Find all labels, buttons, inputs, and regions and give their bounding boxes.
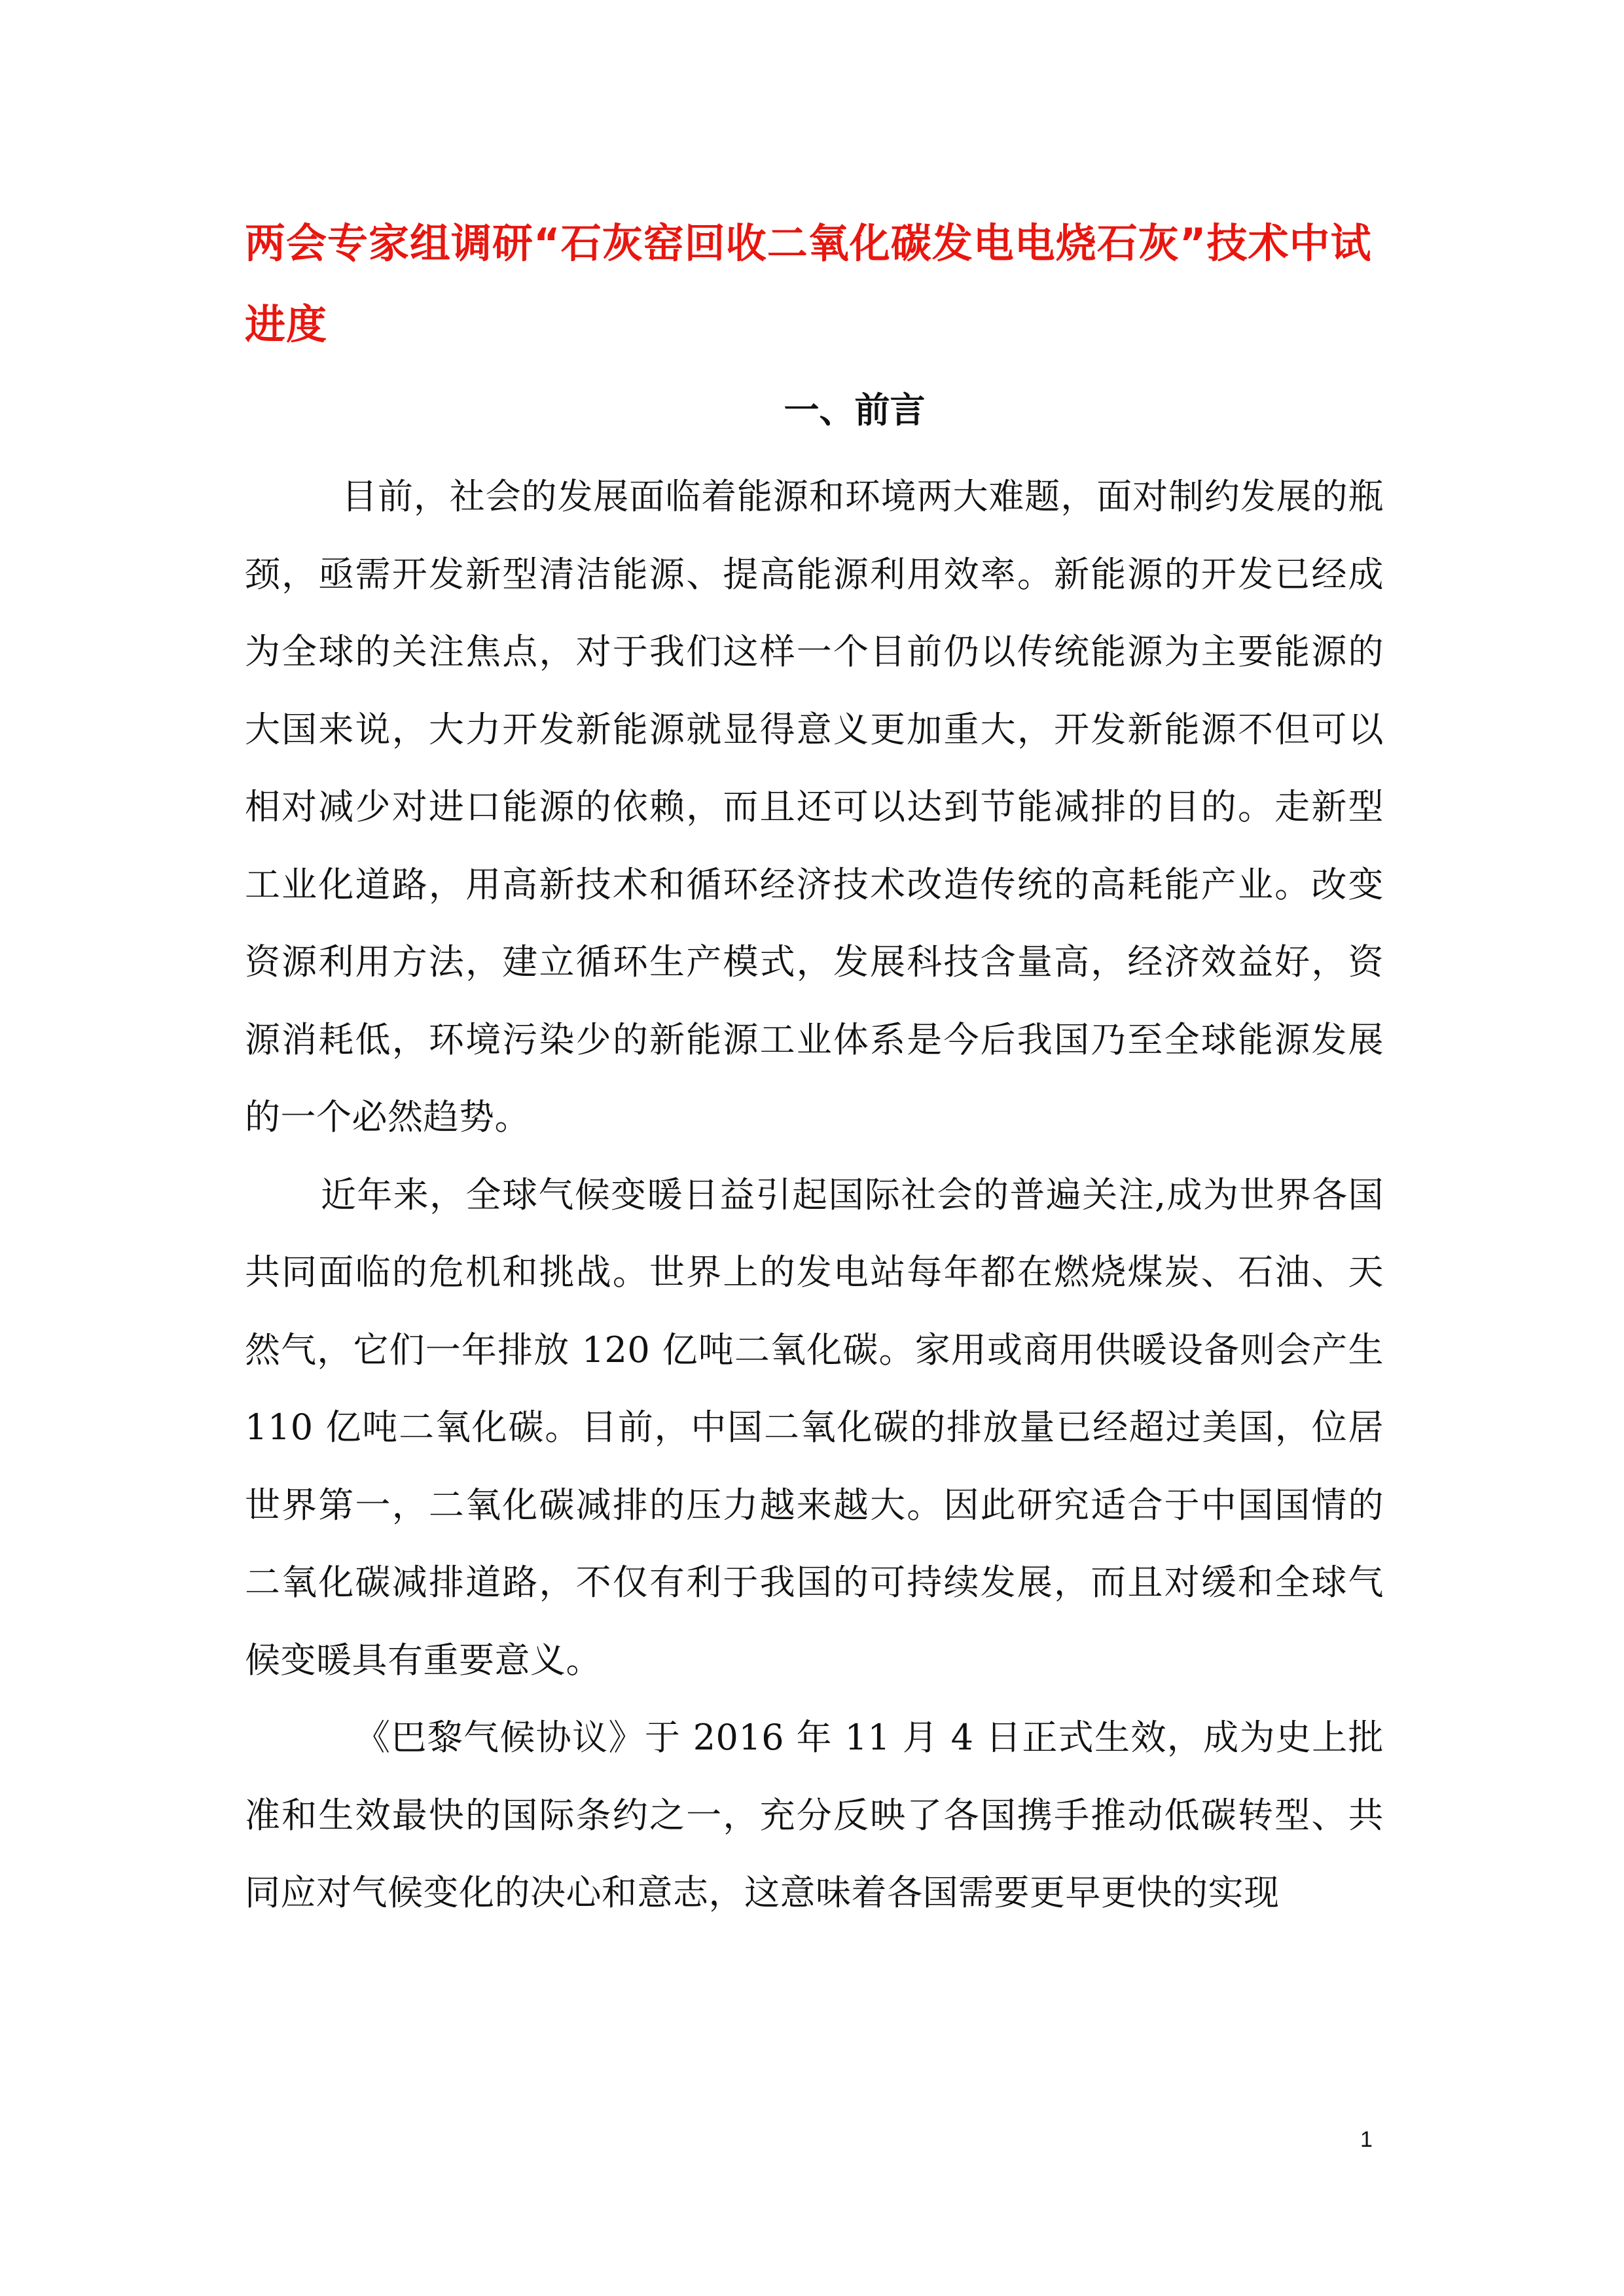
document-title: 两会专家组调研“石灰窑回收二氧化碳发电电烧石灰”技术中试进度: [245, 219, 1372, 348]
paragraph-climate: 近年来，全球气候变暖日益引起国际社会的普遍关注,成为世界各国共同面临的危机和挑战。世界上的发电站每年都在燃烧煤炭、石油、天然气，它们一年排放 120 亿吨二氧化碳。家用或商用供暖设备则会产生 110 亿吨二氧化碳。目前，中国二氧化碳的排放量已经超过美国，位居世界第一，二氧化碳减排的压力越来越大。因此研究适合于中国国情的二氧化碳减排道路，不仅有利于我国的可持续发展，而且对缓和全球气候变暖具有重要意义。: [245, 1174, 1384, 1681]
paragraph-intro: 目前，社会的发展面临着能源和环境两大难题，面对制约发展的瓶颈，亟需开发新型清洁能源、提高能源利用效率。新能源的开发已经成为全球的关注焦点，对于我们这样一个目前仍以传统能源为主要能源的大国来说，大力开发新能源就显得意义更加重大，开发新能源不但可以相对减少对进口能源的依赖，而且还可以达到节能减排的目的。走新型工业化道路，用高新技术和循环经济技术改造传统的高耗能产业。改变资源利用方法，建立循环生产模式，发展科技含量高，经济效益好，资源消耗低，环境污染少的新能源工业体系是今后我国乃至全球能源发展的一个必然趋势。: [245, 476, 1384, 1138]
paragraph-paris-agreement: 《巴黎气候协议》于 2016 年 11 月 4 日正式生效，成为史上批准和生效最快的国际条约之一，充分反映了各国携手推动低碳转型、共同应对气候变化的决心和意志，这意味着各国需要更早更快的实现: [245, 1717, 1384, 1913]
page-number: 1: [1360, 2127, 1373, 2152]
document-body: [245, 458, 1384, 1932]
section-heading: 一、前言: [784, 389, 926, 431]
